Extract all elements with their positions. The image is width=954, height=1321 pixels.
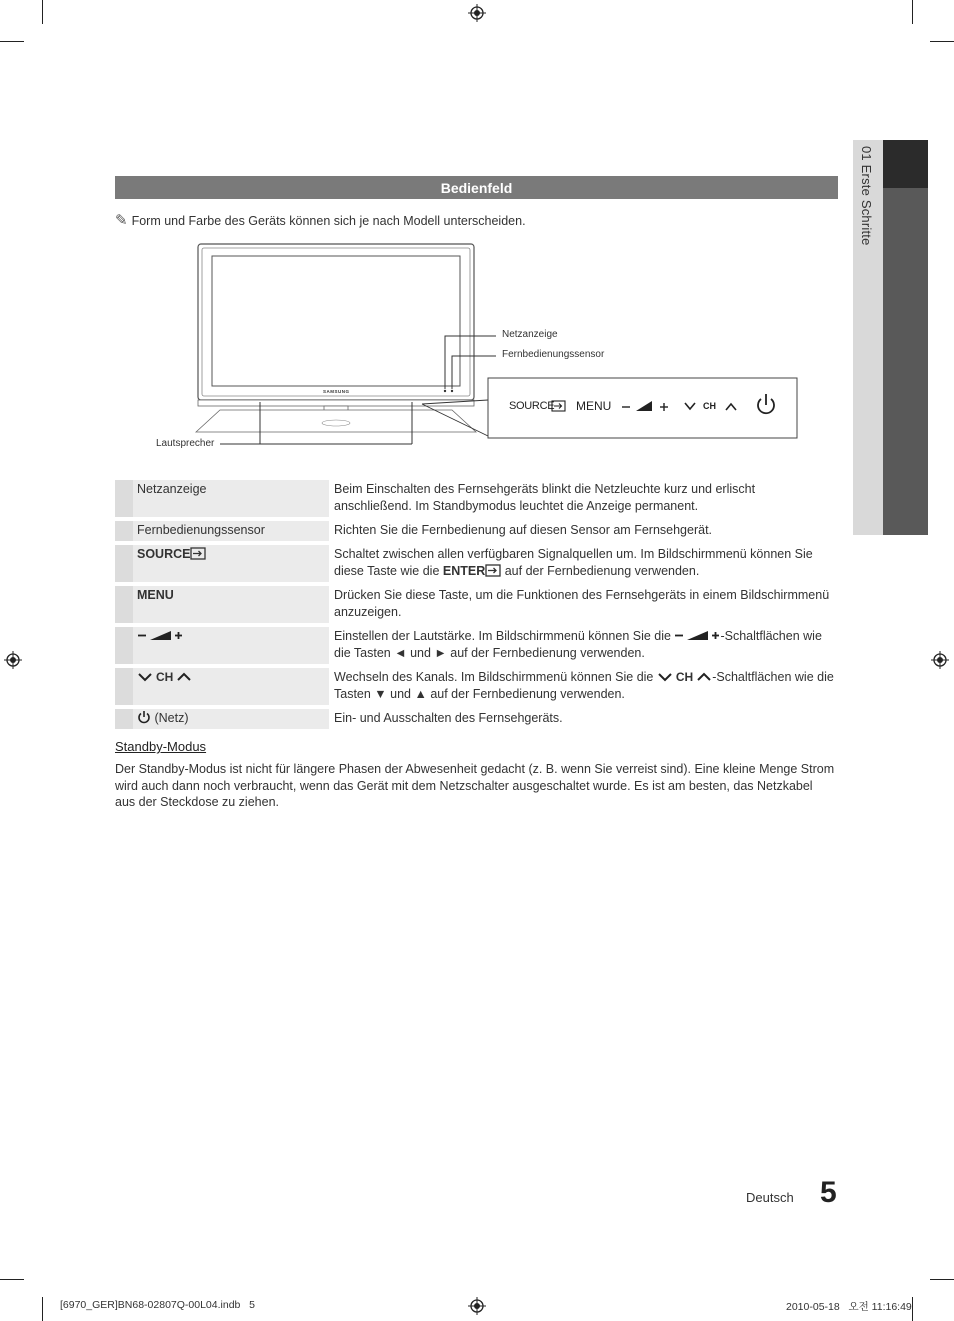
chevron-down-icon: [137, 671, 153, 683]
row-desc: Beim Einschalten des Fernsehgeräts blinkt die Netzleuchte kurz und erlischt anschließend. Im Standbymodus leuchtet die Anzeige permanent.: [334, 482, 756, 513]
control-table: [115, 476, 838, 733]
row-desc: Drücken Sie diese Taste, um die Funktionen des Fernsehgeräts in einem Bildschirmmenü anzuzeigen.: [334, 588, 830, 619]
row-marker: [115, 668, 133, 705]
row-name: Netzanzeige: [133, 480, 329, 517]
pencil-icon: ✎: [115, 211, 128, 229]
registration-mark-icon: [468, 4, 486, 22]
note: [115, 211, 526, 229]
panel-source-label: SOURCE: [509, 400, 555, 412]
chevron-up-icon: [176, 671, 192, 683]
enter-icon: [485, 564, 501, 577]
row-name: MENU: [133, 586, 329, 623]
row-marker: [115, 627, 133, 664]
crop-mark: [912, 1297, 913, 1321]
standby-text: Der Standby-Modus ist nicht für längere Phasen der Abwesenheit gedacht (z. B. wenn Sie verreist sind). Eine kleine Menge Strom wird auch dann noch verbraucht, wenn das Gerät mit dem Netzschalter ausgeschaltet wurde. Es ist am besten, das Netzkabel aus der Steckdose zu ziehen.: [115, 762, 835, 809]
side-tab-band: [883, 188, 928, 535]
table-row: [115, 709, 838, 729]
chevron-up-icon: [696, 671, 712, 683]
power-icon: [137, 710, 151, 724]
label-power-indicator: Netzanzeige: [502, 329, 558, 340]
crop-mark: [930, 41, 954, 42]
crop-mark: [42, 1297, 43, 1321]
row-marker: [115, 709, 133, 729]
table-row: [115, 480, 838, 517]
table-row: [115, 668, 838, 705]
row-marker: [115, 521, 133, 541]
row-name: CH: [133, 668, 329, 705]
panel-menu-label: MENU: [576, 399, 612, 413]
language-label: Deutsch: [746, 1190, 794, 1205]
row-name: (Netz): [133, 709, 329, 729]
table-row: [115, 545, 838, 582]
label-speaker: Lautsprecher: [156, 438, 215, 449]
registration-mark-icon: [4, 651, 22, 669]
side-tab-marker: [883, 140, 928, 188]
label-remote-sensor: Fernbedienungssensor: [502, 349, 605, 360]
crop-mark: [0, 1279, 24, 1280]
row-marker: [115, 545, 133, 582]
brand-logo: SAMSUNG: [323, 389, 350, 394]
row-name: [133, 627, 329, 664]
registration-mark-icon: [931, 651, 949, 669]
table-row: [115, 627, 838, 664]
side-tab-label: 01 Erste Schritte: [859, 146, 874, 246]
source-label: SOURCE: [137, 547, 191, 561]
row-desc: Schaltet zwischen allen verfügbaren Signalquellen um. Im Bildschirmmenü können Sie diese Taste wie die ENTER auf der Fernbedienung verwenden.: [334, 547, 813, 578]
row-desc: Wechseln des Kanals. Im Bildschirmmenü können Sie die CH -Schaltflächen wie die Tasten ▼ und ▲ auf der Fernbedienung verwenden.: [334, 670, 834, 701]
row-desc: Einstellen der Lautstärke. Im Bildschirmmenü können Sie die -Schaltflächen wie die Tasten ◄ und ► auf der Fernbedienung verwenden.: [334, 629, 822, 660]
table-row: [115, 521, 838, 541]
chevron-down-icon: [657, 671, 673, 683]
page-number: 5: [820, 1176, 837, 1209]
section-title: Bedienfeld: [115, 176, 838, 199]
standby-title: Standby-Modus: [115, 739, 207, 754]
crop-mark: [930, 1279, 954, 1280]
row-desc: Richten Sie die Fernbedienung auf diesen Sensor am Fernsehgerät.: [334, 523, 713, 537]
volume-icon: [137, 629, 183, 642]
crop-mark: [912, 0, 913, 24]
row-marker: [115, 586, 133, 623]
date-info: 2010-05-18 오전 11:16:49: [786, 1301, 912, 1313]
row-name: [133, 545, 329, 582]
volume-icon: [674, 629, 720, 642]
tv-diagram: [150, 240, 810, 450]
table-row: [115, 586, 838, 623]
registration-mark-icon: [468, 1297, 486, 1315]
file-info: [6970_GER]BN68-02807Q-00L04.indb 5: [60, 1299, 255, 1311]
row-marker: [115, 480, 133, 517]
crop-mark: [42, 0, 43, 24]
note-text: Form und Farbe des Geräts können sich je nach Modell unterscheiden.: [131, 214, 526, 228]
row-desc: Ein- und Ausschalten des Fernsehgeräts.: [334, 711, 563, 725]
panel-ch-label: CH: [703, 401, 716, 411]
source-enter-icon: [190, 547, 206, 560]
crop-mark: [0, 41, 24, 42]
row-name: Fernbedienungssensor: [133, 521, 329, 541]
